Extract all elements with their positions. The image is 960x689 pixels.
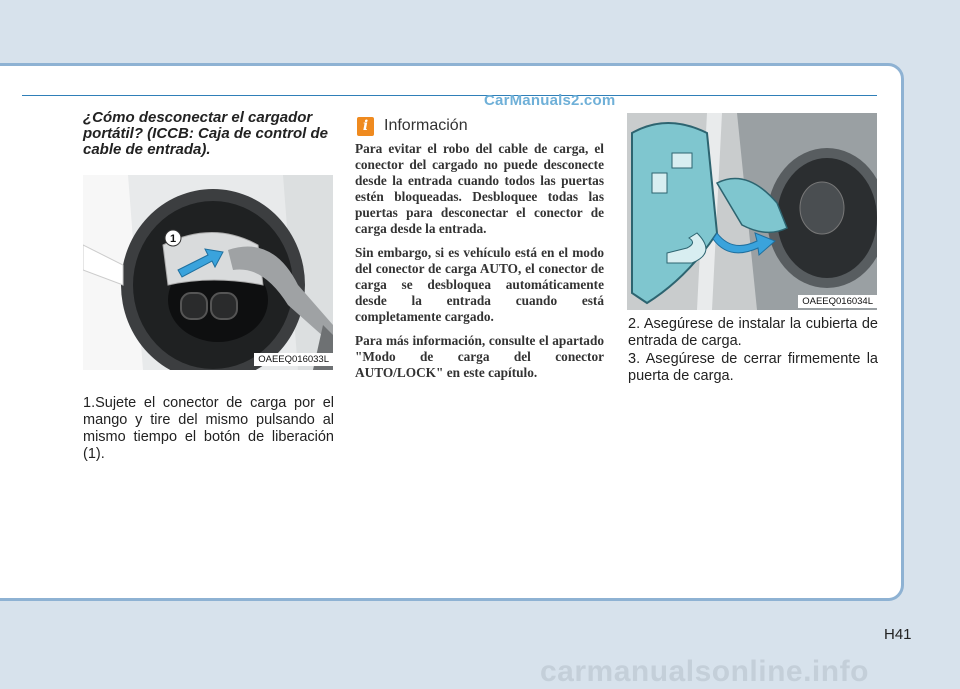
info-body [355, 141, 604, 389]
figure-charge-door [627, 113, 877, 310]
section-title: ¿Cómo desconectar el cargador portátil? (ICCB: Caja de control de cable de entrada). [83, 109, 329, 158]
info-title: Información [384, 117, 468, 134]
info-paragraph: Para evitar el robo del cable de carga, el conector del cargado no puede desconecte desde la entrada cuando todos las puertas estén bloqueadas. Desbloquee todas las puertas para desconectar el conector de carga desde la entrada. [355, 141, 604, 236]
header-rule [22, 95, 877, 96]
step-1-text: Sujete el conector de carga por el mango y tire del mismo pulsando al mismo tiempo el botón de liberación (1). [83, 395, 334, 462]
figure1-caption: OAEEQ016033L [254, 353, 333, 366]
charger-connector-illustration [83, 175, 333, 370]
page-number: H41 [884, 626, 912, 643]
step-3-number: 3. [628, 351, 641, 367]
step-3-text: Asegúrese de cerrar firmemente la puerta de carga. [628, 351, 878, 384]
figure-charger-connector [83, 175, 333, 370]
watermark-bottom[interactable]: carmanualsonline.info [540, 655, 869, 688]
step-3 [628, 351, 878, 385]
charge-door-illustration [627, 113, 877, 310]
figure2-caption: OAEEQ016034L [798, 295, 877, 308]
callout-1: 1 [169, 233, 177, 245]
step-1 [83, 395, 334, 463]
step-1-number: 1. [83, 395, 96, 411]
step-2-text: Asegúrese de instalar la cubierta de entrada de carga. [628, 316, 878, 349]
info-icon: i [357, 117, 374, 136]
step-2-number: 2. [628, 316, 641, 332]
info-paragraph: Sin embargo, si es vehículo está en el modo del conector de carga AUTO, el conector de carga se desbloquea automáticamente desde la entrada cuando está completamente cargado. [355, 245, 604, 324]
watermark-top[interactable]: CarManuals2.com [484, 92, 616, 109]
info-paragraph: Para más información, consulte el apartado "Modo de carga del conector AUTO/LOCK" en este capítulo. [355, 333, 604, 380]
info-header [357, 115, 468, 137]
step-2 [628, 316, 878, 350]
